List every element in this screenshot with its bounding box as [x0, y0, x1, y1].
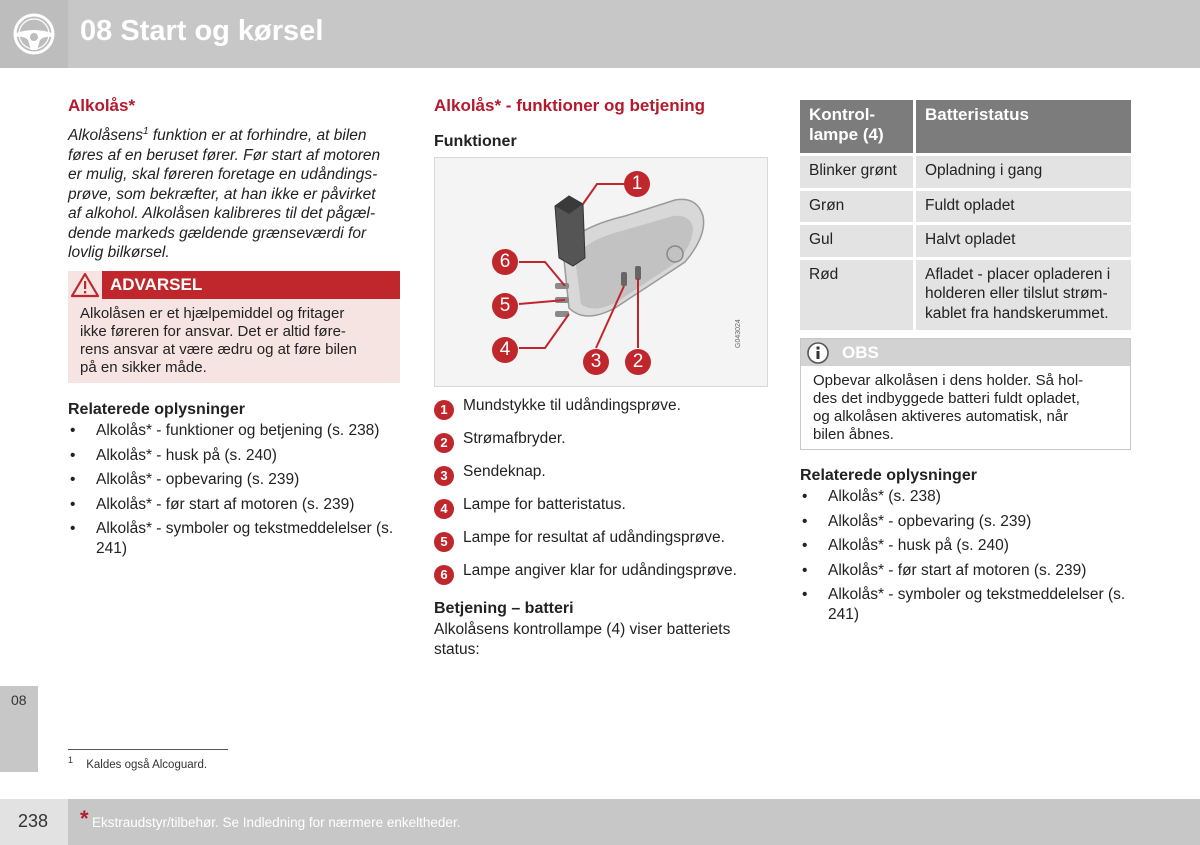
warning-box — [68, 271, 400, 383]
number-badge: 1 — [434, 400, 454, 420]
footnote — [68, 755, 207, 771]
callout-5: 5 — [499, 295, 511, 316]
related-link[interactable]: • Alkolås* - før start af motoren (s. 239) — [800, 561, 1131, 581]
header-icon-box — [0, 0, 68, 68]
callout-6: 6 — [499, 251, 511, 272]
warning-triangle-icon — [68, 271, 102, 299]
table-cell: Afladet - placer opladeren i holderen eller tilslut strøm- kablet fra handskerummet. — [916, 260, 1131, 331]
warning-line: rens ansvar at være ædru og at føre bilen — [80, 341, 357, 358]
note-label: OBS — [842, 343, 879, 362]
page-title: 08 Start og kørsel — [80, 15, 324, 47]
subheading-funktioner: Funktioner — [434, 133, 517, 150]
number-badge: 2 — [434, 433, 454, 453]
list-item-text: Sendeknap. — [463, 463, 546, 480]
note-line: des det indbyggede batteri fuldt opladet, — [813, 390, 1080, 407]
table-header-row — [800, 100, 1131, 153]
related-link[interactable]: • Alkolås* - før start af motoren (s. 239) — [68, 495, 400, 515]
number-badge: 4 — [434, 499, 454, 519]
related-section-2 — [800, 467, 1131, 629]
warning-line: ikke føreren for ansvar. Det er altid føre- — [80, 323, 346, 340]
intro-word: Alkolåsens — [68, 127, 143, 145]
list-item-text: Lampe for batteristatus. — [463, 496, 626, 513]
note-box — [800, 338, 1131, 450]
battery-status-table — [800, 97, 1131, 333]
note-line: Opbevar alkolåsen i dens holder. Så hol- — [813, 372, 1084, 389]
page-footer — [0, 799, 1200, 845]
related-link[interactable]: • Alkolås* - funktioner og betjening (s. 238) — [68, 421, 400, 441]
note-line: og alkolåsen aktiveres automatisk, når — [813, 408, 1069, 425]
related-link[interactable]: • Alkolås* (s. 238) — [800, 487, 1131, 507]
intro-line — [68, 122, 400, 146]
battery-heading: Betjening – batteri — [434, 600, 574, 617]
footnote-text: Kaldes også Alcoguard. — [86, 758, 208, 771]
callout-3: 3 — [590, 351, 602, 372]
warning-header — [68, 271, 400, 299]
figure-code: G043024 — [735, 319, 742, 348]
table-cell: Fuldt opladet — [916, 191, 1131, 223]
battery-paragraph — [434, 620, 774, 659]
callout-4: 4 — [499, 339, 511, 360]
list-item — [434, 429, 764, 462]
list-item-text: Mundstykke til udåndingsprøve. — [463, 397, 681, 414]
warning-label: ADVARSEL — [110, 275, 203, 294]
chapter-tab-label: 08 — [11, 692, 27, 708]
warning-text — [80, 305, 390, 377]
warning-triangle-box — [68, 271, 102, 299]
page-number: 238 — [18, 811, 49, 831]
note-text — [813, 372, 1123, 444]
list-item — [434, 396, 764, 429]
battery-section — [434, 600, 774, 659]
related-list — [68, 421, 400, 558]
list-item — [434, 495, 764, 528]
list-item-text: Strømafbryder. — [463, 430, 566, 447]
table-cell: Opladning i gang — [916, 156, 1131, 188]
battery-line: status: — [434, 640, 480, 658]
list-item-text: Lampe angiver klar for udåndingsprøve. — [463, 562, 737, 579]
column-2 — [434, 96, 774, 151]
related-link[interactable]: • Alkolås* - opbevaring (s. 239) — [68, 470, 400, 490]
page-header — [0, 0, 1200, 68]
warning-line: på en sikker måde. — [80, 359, 207, 376]
footnote-ref: 1 — [142, 126, 149, 137]
related-link[interactable]: • Alkolås* - husk på (s. 240) — [68, 446, 400, 466]
table-row — [800, 225, 1131, 257]
intro-line: føres af en beruset fører. Før start af motoren — [68, 146, 381, 164]
related-heading: Relaterede oplysninger — [800, 467, 977, 484]
intro-line: prøve, som bekræfter, at han ikke er påvirket — [68, 185, 376, 203]
chapter-tab — [0, 686, 38, 772]
list-item — [434, 462, 764, 495]
alcolock-figure — [434, 157, 768, 387]
table-row — [800, 260, 1131, 331]
callout-2: 2 — [632, 351, 644, 372]
footer-note: Ekstraudstyr/tilbehør. Se Indledning for nærmere enkeltheder. — [92, 815, 461, 830]
number-badge: 6 — [434, 565, 454, 585]
page-number-box — [0, 799, 68, 845]
footnote-divider — [68, 749, 228, 750]
note-header — [801, 339, 1130, 366]
related-section-1 — [68, 401, 400, 563]
intro-line-rest: funktion er at forhindre, at bilen — [148, 127, 367, 145]
section-heading-funktioner: Alkolås* - funktioner og betjening — [434, 96, 706, 115]
related-heading: Relaterede oplysninger — [68, 401, 245, 418]
intro-line: af alkohol. Alkolåsen kalibreres til det pågæl- — [68, 205, 376, 223]
steering-wheel-icon — [0, 0, 68, 68]
table-cell: Halvt opladet — [916, 225, 1131, 257]
component-list — [434, 396, 764, 594]
table-cell: Rød — [800, 260, 916, 331]
table-cell: Grøn — [800, 191, 916, 223]
footnote-number: 1 — [68, 755, 74, 765]
related-link[interactable]: • Alkolås* - opbevaring (s. 239) — [800, 512, 1131, 532]
warning-line: Alkolåsen er et hjælpemiddel og fritager — [80, 305, 345, 322]
related-link[interactable]: • Alkolås* - symboler og tekstmeddelelser (s. 241) — [800, 585, 1131, 624]
intro-line: dende markeds gældende grænseværdi for — [68, 224, 367, 242]
number-badge: 3 — [434, 466, 454, 486]
table-cell: Gul — [800, 225, 916, 257]
intro-paragraph — [68, 122, 400, 263]
note-line: bilen åbnes. — [813, 426, 894, 443]
related-link[interactable]: • Alkolås* - symboler og tekstmeddelelser (s. 241) — [68, 519, 400, 558]
section-heading-alkolaas: Alkolås* — [68, 96, 136, 115]
column-1 — [68, 96, 400, 263]
table-header-cell: Batteristatus — [916, 100, 1131, 153]
list-item — [434, 528, 764, 561]
list-item — [434, 561, 764, 594]
intro-line: er mulig, skal føreren foretage en udåndings- — [68, 166, 378, 184]
info-icon — [805, 341, 833, 365]
intro-line: lovlig bilkørsel. — [68, 244, 170, 262]
table-row — [800, 191, 1131, 223]
battery-line: Alkolåsens kontrollampe (4) viser batteriets — [434, 621, 731, 638]
related-link[interactable]: • Alkolås* - husk på (s. 240) — [800, 536, 1131, 556]
related-list — [800, 487, 1131, 624]
callout-1: 1 — [631, 173, 643, 194]
table-row — [800, 156, 1131, 188]
table-header-cell: Kontrol- lampe (4) — [800, 100, 916, 153]
footer-asterisk: * — [80, 806, 89, 831]
table-cell: Blinker grønt — [800, 156, 916, 188]
list-item-text: Lampe for resultat af udåndingsprøve. — [463, 529, 725, 546]
number-badge: 5 — [434, 532, 454, 552]
